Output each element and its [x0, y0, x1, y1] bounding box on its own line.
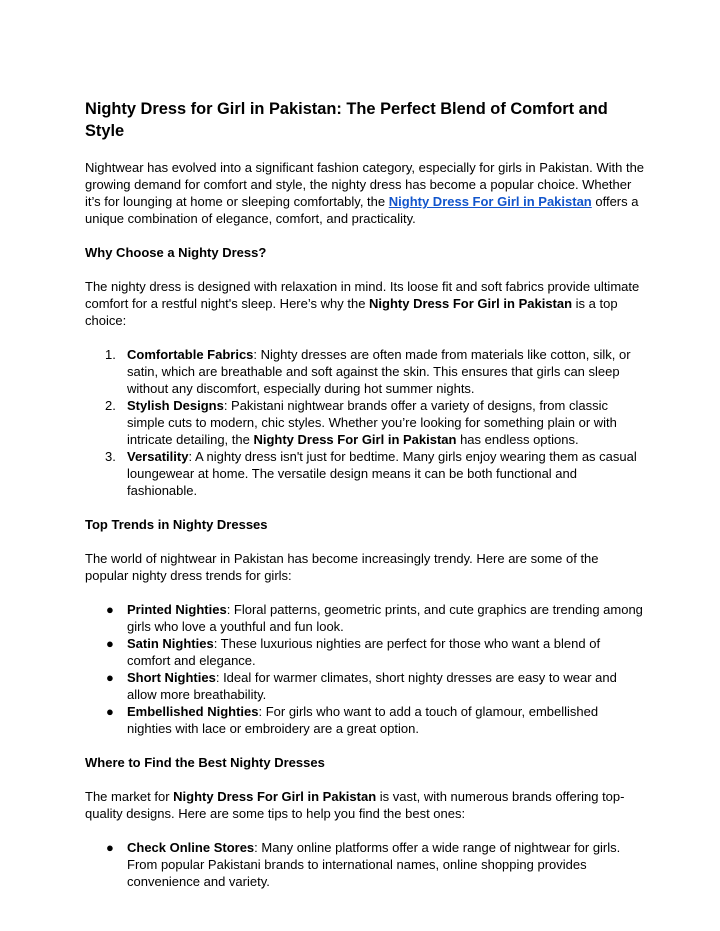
list-item: [85, 669, 645, 703]
where-text-end: is vast, with numerous brands offering top-quality designs. Here are some tips to help you find the best ones:: [85, 789, 625, 821]
item-text: has endless options.: [456, 432, 579, 447]
section-heading-where: Where to Find the Best Nighty Dresses: [85, 755, 325, 770]
intro-text: Nightwear has evolved into a significant fashion category, especially for girls in Pakistan. With the growing demand for comfort and style, the nighty dress has become a popular choice. Whether it’s for lounging at home or sleeping comfortably, the: [85, 160, 645, 209]
why-text-end: is a top choice:: [85, 296, 618, 328]
item-bold: Printed Nighties: [127, 602, 227, 617]
trends-paragraph: The world of nightwear in Pakistan has become increasingly trendy. Here are some of the popular nighty dress trends for girls:: [85, 551, 599, 583]
bullet-icon: ●: [106, 602, 114, 617]
why-bold: Nighty Dress For Girl in Pakistan: [369, 296, 573, 311]
list-number: 1.: [105, 347, 116, 362]
why-text: The nighty dress is designed with relaxation in mind. Its loose fit and soft fabrics provide ultimate comfort for a restful night's sleep. Here’s why the: [85, 279, 640, 311]
item-text: : A nighty dress isn't just for bedtime. Many girls enjoy wearing them as casual loungewear at home. The versatile design means it can be both functional and fashionable.: [127, 449, 637, 498]
item-bold: Embellished Nighties: [127, 704, 259, 719]
list-item: [85, 601, 645, 635]
intro-paragraph: [85, 159, 645, 227]
list-item: [85, 397, 645, 448]
item-text: : These luxurious nighties are perfect for those who want a blend of comfort and elegance.: [127, 636, 601, 668]
where-bold: Nighty Dress For Girl in Pakistan: [173, 789, 377, 804]
item-bold: Satin Nighties: [127, 636, 214, 651]
list-item: [85, 839, 645, 890]
item-bold: Versatility: [127, 449, 189, 464]
item-text: : For girls who want to add a touch of glamour, embellished nighties with lace or embroidery are a great option.: [127, 704, 599, 736]
item-bold: Short Nighties: [127, 670, 216, 685]
item-text: : Floral patterns, geometric prints, and cute graphics are trending among girls who love a youthful and fun look.: [127, 602, 643, 634]
item-bold: Comfortable Fabrics: [127, 347, 254, 362]
bullet-icon: ●: [106, 636, 114, 651]
list-item: [85, 635, 645, 669]
item-bold: Nighty Dress For Girl in Pakistan: [253, 432, 457, 447]
list-item: [85, 703, 645, 737]
intro-text-end: offers a unique combination of elegance, comfort, and practicality.: [85, 194, 639, 226]
bullet-icon: ●: [106, 670, 114, 685]
why-paragraph: [85, 278, 645, 329]
item-text: : Pakistani nightwear brands offer a variety of designs, from classic simple cuts to modern, chic styles. Whether you’re looking for something plain or with intricate detailing, the: [127, 398, 617, 447]
section-heading-why: Why Choose a Nighty Dress?: [85, 245, 267, 260]
item-text: : Many online platforms offer a wide range of nightwear for girls. From popular Pakistani brands to international names, online shopping provides convenience and variety.: [127, 840, 621, 889]
where-paragraph: [85, 788, 645, 822]
bullet-icon: ●: [106, 704, 114, 719]
item-bold: Check Online Stores: [127, 840, 255, 855]
page-title: Nighty Dress for Girl in Pakistan: The Perfect Blend of Comfort and Style: [85, 100, 608, 140]
list-number: 3.: [105, 449, 116, 464]
list-number: 2.: [105, 398, 116, 413]
section-heading-trends: Top Trends in Nighty Dresses: [85, 517, 268, 532]
where-list: [85, 839, 645, 890]
why-list: [85, 346, 645, 499]
item-bold: Stylish Designs: [127, 398, 224, 413]
bullet-icon: ●: [106, 840, 114, 855]
list-item: [85, 448, 645, 499]
document-page: [85, 98, 645, 907]
nighty-dress-link[interactable]: Nighty Dress For Girl in Pakistan: [388, 194, 592, 209]
item-text: : Ideal for warmer climates, short nighty dresses are easy to wear and allow more breathability.: [127, 670, 617, 702]
list-item: [85, 346, 645, 397]
item-text: : Nighty dresses are often made from materials like cotton, silk, or satin, which are breathable and soft against the skin. This ensures that girls can sleep without any discomfort, especially during hot summer nights.: [127, 347, 631, 396]
where-text: The market for: [85, 789, 174, 804]
trends-list: [85, 601, 645, 737]
